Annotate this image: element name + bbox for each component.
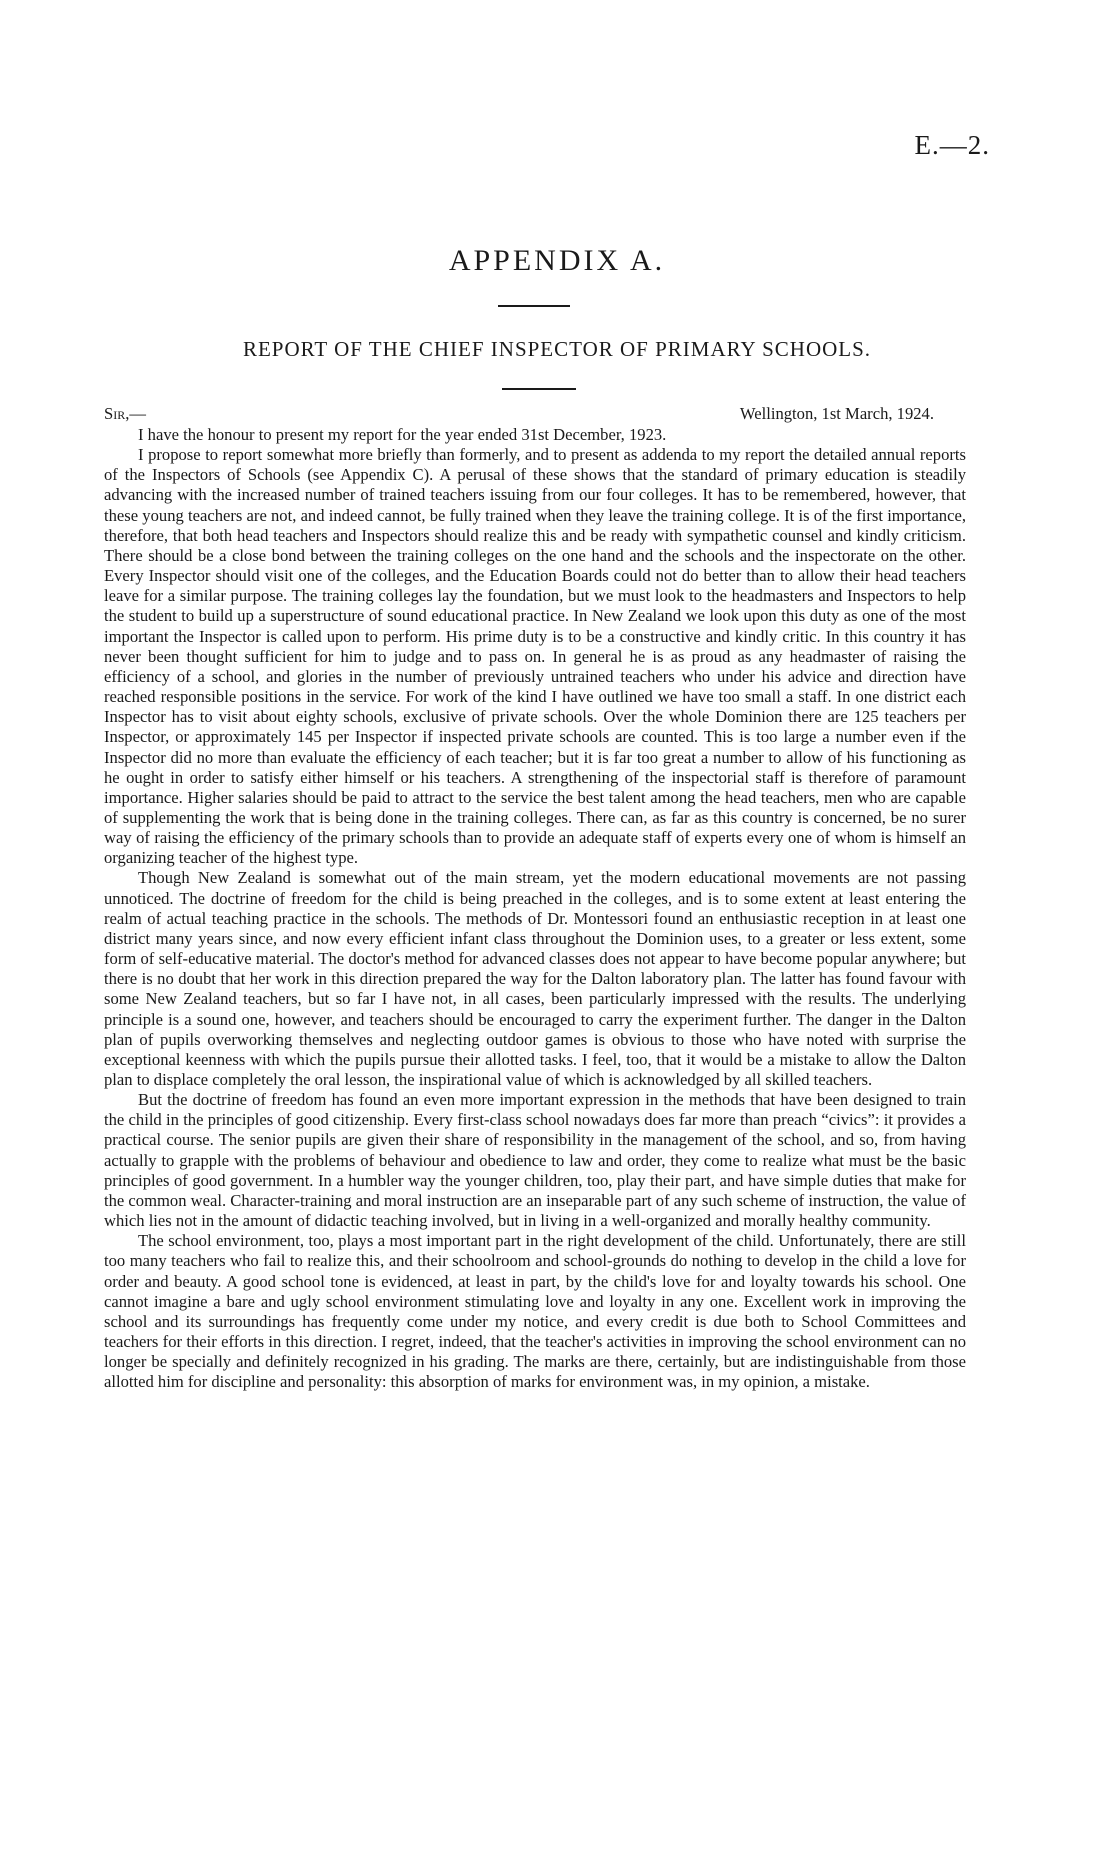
paragraph: The school environment, too, plays a most important part in the right development of the child. Unfortunately, there are still too many teachers who fail to realize this, and their schoolroom and school-grounds do nothing to develop in the child a love for order and beauty. A good school tone is evidenced, at least in part, by the child's love for and loyalty towards his school. One cannot imagine a bare and ugly school environment stimulating love and loyalty in any one. Excellent work in improving the school and its surroundings has frequently come under my notice, and every credit is due both to School Committees and teachers for their efforts in this direction. I regret, indeed, that the teacher's activities in improving the school environment can no longer be specially and definitely recognized in his grading. The marks are there, certainly, but are indistinguishable from those allotted him for discipline and personality: this absorption of marks for environment was, in my opinion, a mistake. [104,1231,966,1392]
report-body [104,425,966,1393]
report-title: REPORT OF THE CHIEF INSPECTOR OF PRIMARY SCHOOLS. [242,337,872,361]
title-divider [498,305,570,307]
salutation: Sir,— [104,404,146,423]
report-title-divider [502,388,576,390]
paragraph: I have the honour to present my report for the year ended 31st December, 1923. [138,425,667,444]
page-reference: E.—2. [914,130,990,160]
paragraph: I propose to report somewhat more briefly than formerly, and to present as addenda to my report the detailed annual reports of the Inspectors of Schools (see Appendix C). A perusal of these shows that the standard of primary education is steadily advancing with the increased number of trained teachers issuing from our four colleges. It has to be remembered, however, that these young teachers are not, and indeed cannot, be fully trained when they leave the training college. It is of the first importance, therefore, that both head teachers and Inspectors should realize this and be ready with sympathetic counsel and kindly criticism. There should be a close bond between the training colleges on the one hand and the schools and the inspectorate on the other. Every Inspector should visit one of the colleges, and the Education Boards could not do better than to allow their head teachers leave for a similar purpose. The training colleges lay the foundation, but we must look to the headmasters and Inspectors to help the student to build up a superstructure of sound educational practice. In New Zealand we look upon this duty as one of the most important the Inspector is called upon to perform. His prime duty is to be a constructive and kindly critic. In this country it has never been thought sufficient for him to judge and to pass on. In general he is as proud as any headmaster of raising the efficiency of a school, and glories in the number of previously untrained teachers who under his advice and direction have reached responsible positions in the service. For work of the kind I have outlined we have too small a staff. In one district each Inspector has to visit about eighty schools, exclusive of private schools. Over the whole Dominion there are 125 teachers per Inspector, or approximately 145 per Inspector if inspected private schools are counted. This is too large a number even if the Inspector did no more than evaluate the efficiency of each teacher; but it is far too great a number to allow of his functioning as he ought in order to satisfy either himself or his teachers. A strengthening of the inspectorial staff is therefore of paramount importance. Higher salaries should be paid to attract to the service the best talent among the head teachers, men who are capable of supplementing the work that is being done in the training colleges. There can, as far as this country is concerned, be no surer way of raising the efficiency of the primary schools than to provide an adequate staff of experts every one of whom is himself an organizing teacher of the highest type. [104,445,966,868]
appendix-title: APPENDIX A. [448,244,666,277]
paragraph: But the doctrine of freedom has found an even more important expression in the methods that have been designed to train the child in the principles of good citizenship. Every first-class school nowadays does far more than preach “civics”: it provides a practical course. The senior pupils are given their share of responsibility in the management of the school, and so, from having actually to grapple with the problems of behaviour and obedience to law and order, they come to realize what must be the basic principles of good government. In a humbler way the younger children, too, play their part, and have simple duties that make for the common weal. Character-training and moral instruction are an inseparable part of any such scheme of instruction, the value of which lies not in the amount of didactic teaching involved, but in living in a well-organized and morally healthy community. [104,1090,966,1231]
dateline: Wellington, 1st March, 1924. [739,404,934,423]
paragraph: Though New Zealand is somewhat out of the main stream, yet the modern educational movements are not passing unnoticed. The doctrine of freedom for the child is being preached in the colleges, and is to some extent at least entering the realm of actual teaching practice in the schools. The methods of Dr. Montessori found an enthusiastic reception in at least one district many years since, and now every efficient infant class throughout the Dominion uses, to a greater or less extent, some form of self-educative material. The doctor's method for advanced classes does not appear to have become popular anywhere; but there is no doubt that her work in this direction prepared the way for the Dalton laboratory plan. The latter has found favour with some New Zealand teachers, but so far I have not, in all cases, been particularly impressed with the results. The underlying principle is a sound one, however, and teachers should be encouraged to carry the experiment further. The danger in the Dalton plan of pupils overworking themselves and neglecting outdoor games is obvious to those who have noted with surprise the exceptional keenness with which the pupils pursue their allotted tasks. I feel, too, that it would be a mistake to allow the Dalton plan to displace completely the oral lesson, the inspirational value of which is acknowledged by all skilled teachers. [104,868,966,1089]
